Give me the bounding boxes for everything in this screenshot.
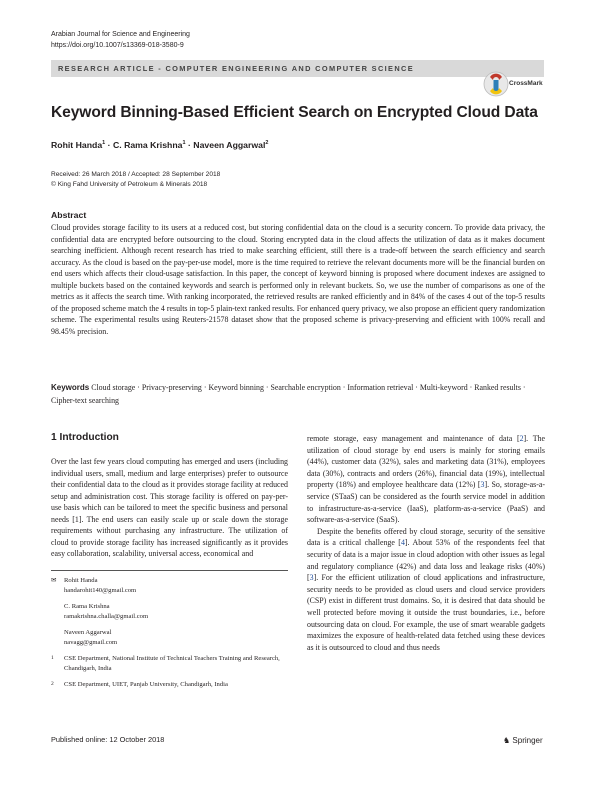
doi-link[interactable]: https://doi.org/10.1007/s13369-018-3580-9 [51, 42, 184, 49]
correspondence-block [51, 576, 288, 690]
affiliation-number: 1 [51, 655, 54, 661]
right-column [307, 433, 545, 653]
affiliation-text: CSE Department, National Institute of Technical Teachers Training and Research, Chandigarh, India [64, 655, 280, 672]
author-separator: · [185, 140, 194, 150]
received-accepted-dates: Received: 26 March 2018 / Accepted: 28 September 2018 [51, 171, 221, 178]
affiliation-marker: 1 [102, 140, 106, 147]
abstract-text: Cloud provides storage facility to its users at a reduced cost, but storing confidential data on the cloud is a security concern. To provide data privacy, the confidential data are encrypted before outsourcing to the cloud. Storing encrypted data in the cloud affects the utilization of data as it makes document searching inefficient. Although recent research has tried to make searching efficient, still there is a trade-off between the search efficiency and search accuracy. As the cloud is based on the pay-per-use model, more is the time required to retrieve the relevant documents more will be the financial burden on end users which affects their cloud-usage satisfaction. In this paper, the concept of keyword binning is proposed where document indexes are assigned to multiple buckets based on the contained keywords and search is performed only in relevant buckets. So, we use the number of comparisons as one of the metrics as it affects the search time. With ranking incorporated, the retrieved results are ranked efficiently and in 84% of the cases 4 out of the top-5 results of the proposed scheme match the 4 results in top-5 plain-text ranked results. For enhanced query privacy, we also propose an efficient query randomization scheme. The experimental results using Reuters-21578 dataset show that the proposed scheme is privacy-preserving and efficient with 100% recall and 98.45% precision. [51, 223, 545, 336]
intro-paragraph: Despite the benefits offered by cloud storage, security of the sensitive data is a critical challenge [4]. About 53% of the respondents feel that security of data is a major issue in cloud adoption with other issues as legal and regulatory compliance (42%) and data loss and leakage risks (40%) [3]. For the efficient utilization of cloud applications and infrastructure, security needs to be provided as cloud users and cloud service providers (CSP) exist in different trust domains. So, it is desired that data should be well protected before moving it outside the trust boundaries, i.e., before outsourcing data on cloud. For example, the use of smart wearable gadgets maximizes the exposure of health-related data fetched using these devices as it is outsourced to cloud and thus needs [307, 526, 546, 652]
publisher-name: Springer [512, 736, 543, 745]
article-type-banner [51, 60, 544, 77]
article-type-label: RESEARCH ARTICLE - COMPUTER ENGINEERING AND COMPUTER SCIENCE [58, 64, 414, 73]
journal-name: Arabian Journal for Science and Engineering [51, 31, 190, 38]
author-email[interactable]: handarohit140@gmail.com [64, 587, 137, 594]
publisher-logo [503, 736, 543, 745]
affiliation-marker: 2 [265, 140, 269, 147]
left-column [51, 456, 288, 560]
envelope-icon: ✉ [51, 577, 57, 584]
citation-link[interactable]: 4 [400, 538, 405, 548]
corresponding-author-name: Rohit Handa [64, 577, 98, 584]
affiliation-number: 2 [51, 681, 54, 687]
affiliation-marker: 1 [182, 140, 186, 147]
author-name: C. Rama Krishna [64, 603, 110, 610]
keywords-list: Cloud storage · Privacy-preserving · Keyword binning · Searchable encryption · Information retrieval · Multi-keyword · Ranked results · Cipher-text searching [51, 383, 526, 405]
author-list [51, 140, 268, 150]
author-name: C. Rama Krishna [112, 140, 183, 150]
keywords-label: Keywords [51, 383, 90, 392]
author-name: Naveen Aggarwal [64, 629, 112, 636]
intro-paragraph: remote storage, easy management and maintenance of data [2]. The utilization of cloud storage by end users is mainly for storing emails (44%), customer data (32%), sales and marketing data (31%), employees data (30%), contracts and orders (26%), financial data (19%), intellectual property (18%) and employee healthcare data (12%) [3]. So, storage-as-a-service (STaaS) can be considered as the fourth service model in addition to infrastructure-as-a-service (IaaS), platform-as-a-service (PaaS) and software-as-a-service (SaaS). [307, 434, 546, 525]
abstract-heading: Abstract [51, 210, 87, 220]
intro-paragraph: Over the last few years cloud computing has emerged and users (including individual users, small, medium and large enterprises) prefer to outsource their confidential data to the cloud as it provides storage facility at reduced setup and administration cost. This storage facility is offered on pay-per-use basis which can be tailored to meet the specific business and personal needs [1]. The end users can easily scale up or scale down the storage requirements without purchasing any infrastructure. The utilization of cloud to provide storage facility has increased significantly as it provides easy collaboration, scalability, universal access, economical and [51, 457, 288, 558]
author-separator: · [105, 140, 113, 150]
author-email[interactable]: navagg@gmail.com [64, 639, 118, 646]
citation-link[interactable]: 3 [309, 573, 314, 583]
journal-header [51, 29, 190, 51]
author-email[interactable]: ramakrishna.challa@gmail.com [64, 613, 149, 620]
paper-title: Keyword Binning-Based Efficient Search on Encrypted Cloud Data [51, 104, 538, 121]
affiliation-text: CSE Department, UIET, Panjab University, Chandigarh, India [64, 681, 228, 688]
copyright-line: © King Fahd University of Petroleum & Minerals 2018 [51, 181, 208, 188]
springer-horse-icon: ♞ [503, 736, 511, 745]
published-online-date: Published online: 12 October 2018 [51, 735, 165, 744]
publication-dates [51, 170, 220, 190]
keywords-block [51, 381, 545, 407]
footnote-divider [51, 570, 288, 571]
crossmark-badge[interactable] [482, 70, 548, 98]
author-name: Rohit Handa [51, 140, 103, 150]
crossmark-label: CrossMark [509, 80, 543, 87]
citation-link[interactable]: 2 [519, 434, 524, 443]
citation-link[interactable]: 3 [480, 480, 485, 490]
author-name: Naveen Aggarwal [193, 140, 266, 150]
section-heading: 1 Introduction [51, 432, 119, 443]
